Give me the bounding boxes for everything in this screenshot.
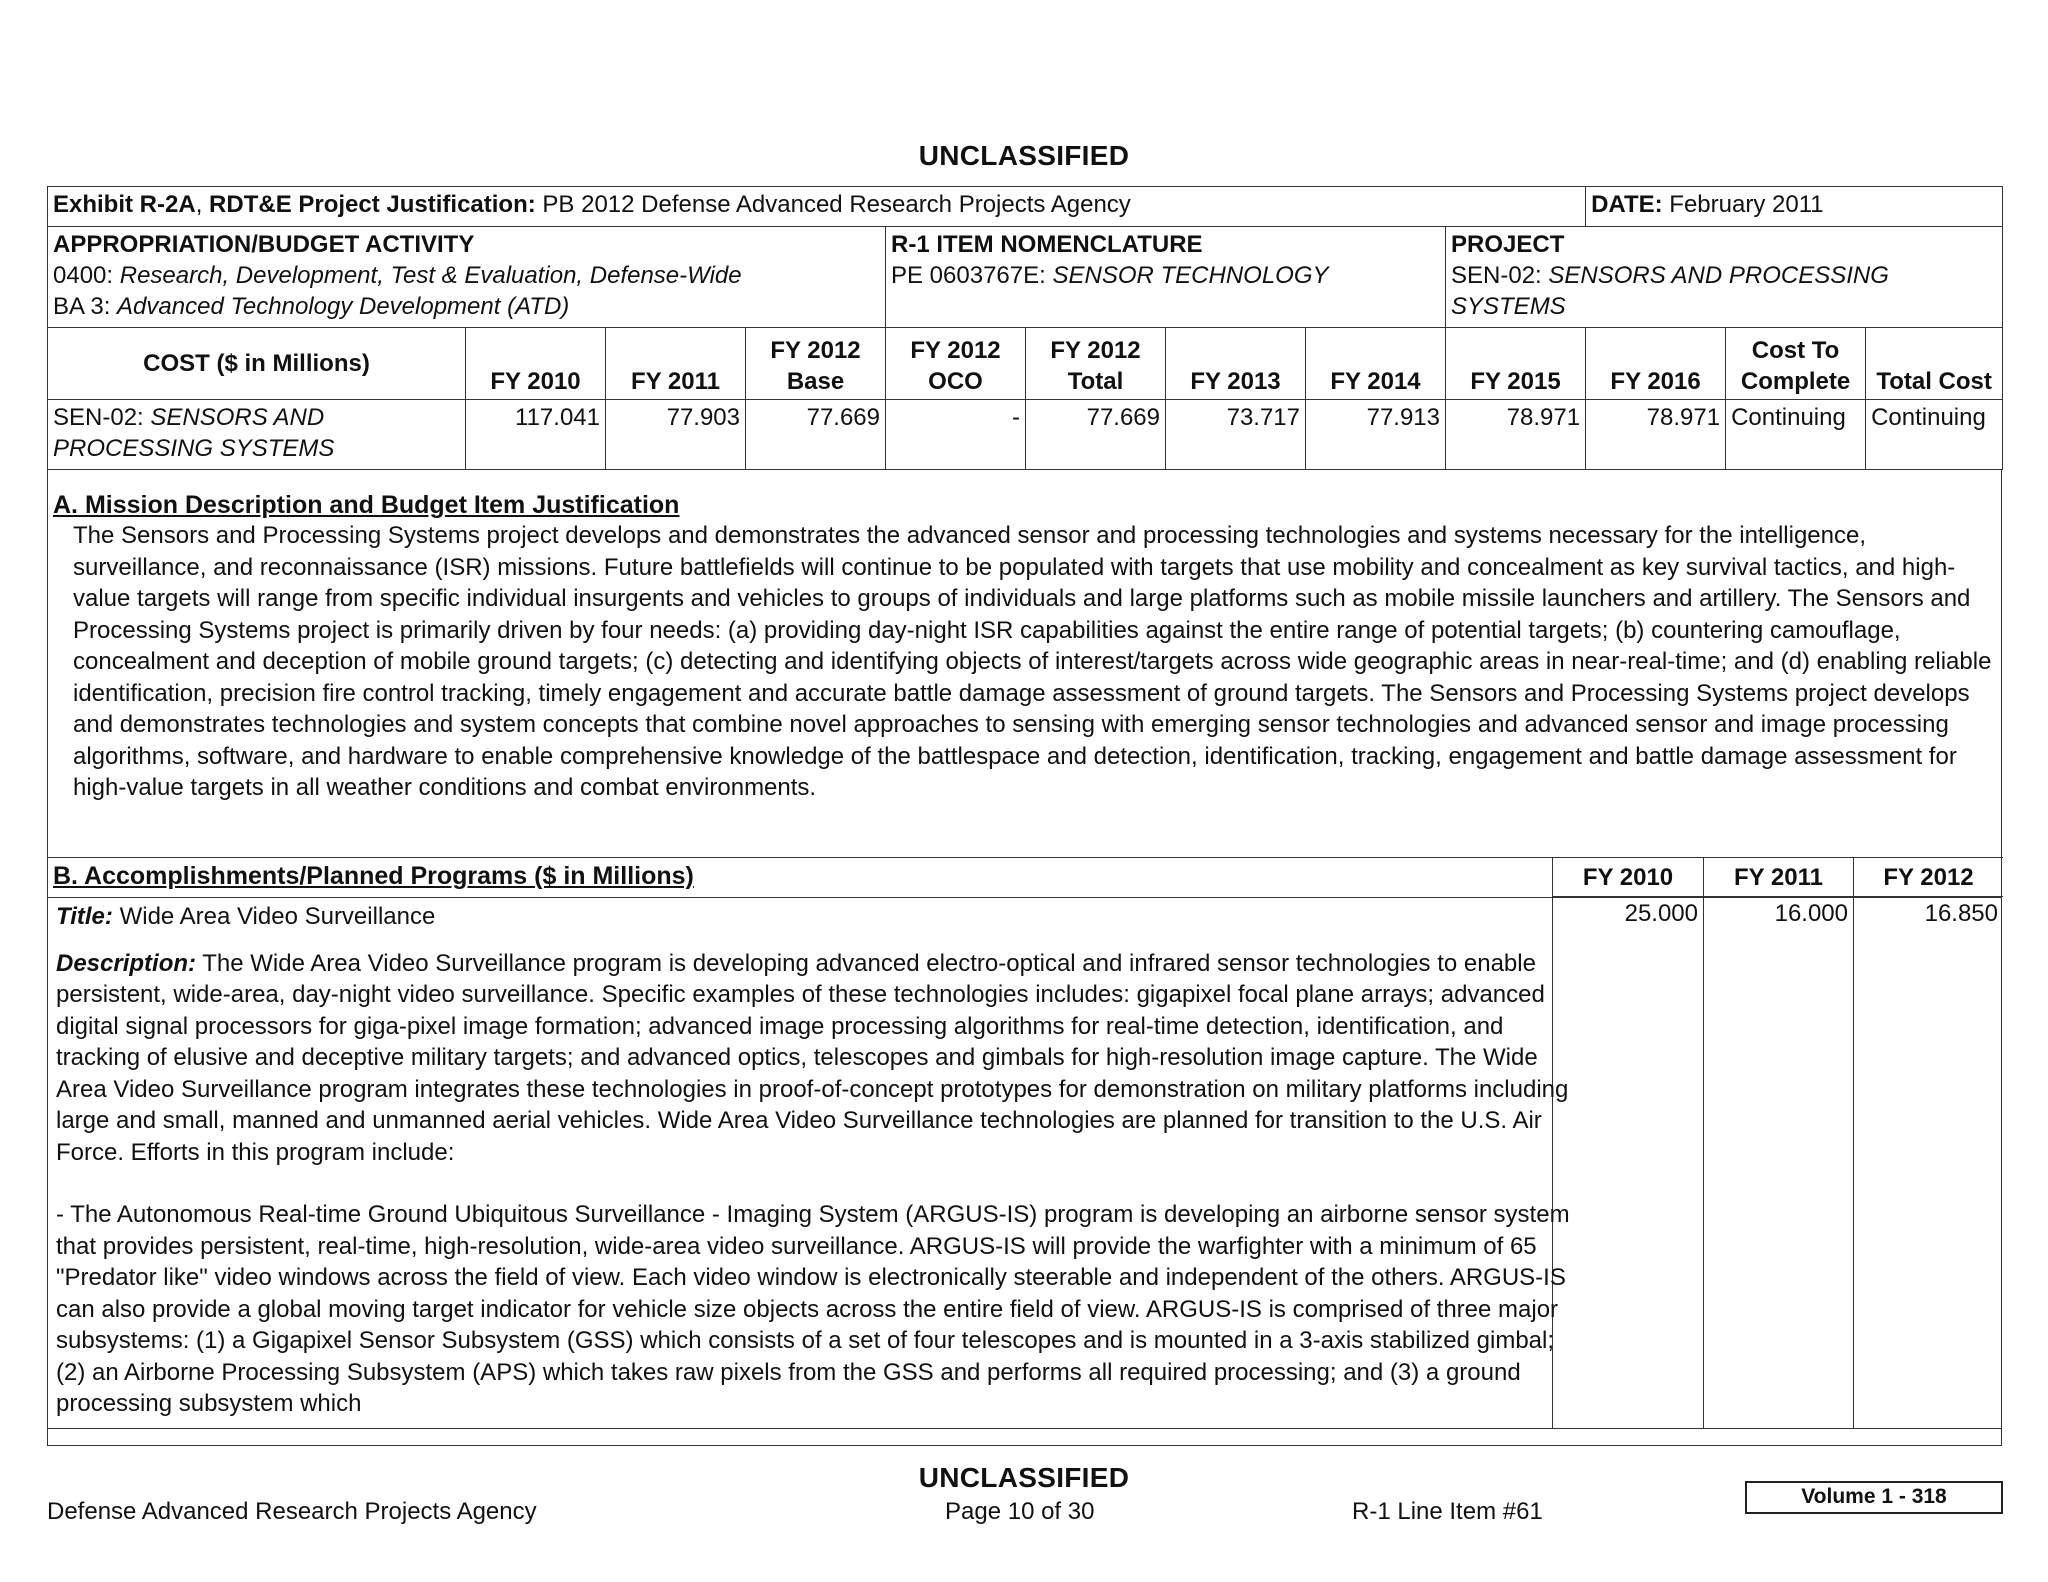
section-a — [47, 469, 2002, 859]
cost-row-label — [48, 400, 466, 470]
classification-banner-top: UNCLASSIFIED — [918, 140, 1130, 171]
section-b-row-divider — [48, 897, 2001, 898]
project-cell — [1446, 227, 2003, 328]
cost-row-code: SEN-02: — [53, 404, 144, 431]
program-description — [56, 948, 1586, 1169]
cost-cell: - — [886, 400, 1026, 470]
fy-column-line — [1703, 897, 1704, 1429]
date-cell — [1586, 187, 2003, 227]
project-text: SENSORS AND PROCESSING SYSTEMS — [1451, 262, 1889, 320]
appropriation-label: APPROPRIATION/BUDGET ACTIVITY — [53, 231, 475, 258]
fy-column-line — [1853, 897, 1854, 1429]
cost-cell: 117.041 — [466, 400, 606, 470]
fy-header: FY 2010 — [1552, 857, 1703, 897]
cost-cell: 77.913 — [1306, 400, 1446, 470]
r1-code: PE 0603767E: — [891, 262, 1046, 289]
date-label: DATE: — [1591, 191, 1663, 218]
r1-label: R-1 ITEM NOMENCLATURE — [891, 231, 1203, 258]
footer-agency: Defense Advanced Research Projects Agency — [47, 1498, 537, 1525]
program-body — [56, 901, 1586, 1435]
cost-col-header: COST ($ in Millions) — [48, 328, 466, 400]
cost-row-name: SENSORS AND PROCESSING SYSTEMS — [53, 404, 335, 462]
cost-col-header: Total Cost — [1866, 328, 2003, 400]
cost-col-header: FY 2013 — [1166, 328, 1306, 400]
project-label: PROJECT — [1451, 231, 1565, 258]
exhibit-title-label: RDT&E Project Justification: — [209, 191, 536, 218]
project-code: SEN-02: — [1451, 262, 1542, 289]
fy-header: FY 2011 — [1703, 857, 1853, 897]
exhibit-label: Exhibit R-2A — [53, 191, 196, 218]
cost-col-header: Cost To Complete — [1726, 328, 1866, 400]
appropriation-line1-code: 0400: — [53, 262, 114, 289]
fy-value: 16.000 — [1774, 900, 1848, 927]
header-table — [47, 186, 2003, 470]
fy-header: FY 2012 — [1853, 857, 2003, 897]
exhibit-title-cell: Exhibit R-2A, RDT&E Project Justification: PB 2012 Defense Advanced Research Projects Agency — [48, 187, 1586, 227]
cost-col-header: FY 2012 Total — [1026, 328, 1166, 400]
cost-cell: 77.669 — [1026, 400, 1166, 470]
cost-cell: 77.903 — [606, 400, 746, 470]
appropriation-line2-code: BA 3: — [53, 293, 111, 320]
section-a-text: The Sensors and Processing Systems project develops and demonstrates the advanced sensor and processing technologies and systems necessary for the intelligence, surveillance, and reconnaissance (ISR) missions. Future battlefields will continue to be populated with targets that use mobility and concealment as key survival tactics, and high-value targets will range from specific individual insurgents and vehicles to groups of individuals and large platforms such as mobile missile launchers and artillery. The Sensors and Processing Systems project is primarily driven by four needs: (a) providing day-night ISR capabilities against the entire range of potential targets; (b) countering camouflage, concealment and deception of mobile ground targets; (c) detecting and identifying objects of interest/targets across wide geographic areas in near-real-time; and (d) enabling reliable identification, precision fire control tracking, timely engagement and accurate battle damage assessment of ground targets. The Sensors and Processing Systems project develops and demonstrates technologies and system concepts that combine novel approaches to sensing with emerging sensor technologies and advanced sensor and image processing algorithms, software, and hardware to enable comprehensive knowledge of the battlespace and detection, identification, tracking, engagement and battle damage assessment for high-value targets in all weather conditions and combat environments. — [73, 522, 1992, 801]
classification-banner-bottom: UNCLASSIFIED — [918, 1462, 1130, 1493]
cost-col-header: FY 2014 — [1306, 328, 1446, 400]
cost-cell: 78.971 — [1586, 400, 1726, 470]
section-b-title: B. Accomplishments/Planned Programs ($ in Millions) — [53, 862, 694, 890]
appropriation-line2-text: Advanced Technology Development (ATD) — [117, 293, 570, 320]
program-bullet: - The Autonomous Real-time Ground Ubiquitous Surveillance - Imaging System (ARGUS-IS) program is developing an airborne sensor system that provides persistent, real-time, high-resolution, wide-area video surveillance. ARGUS-IS will provide the warfighter with a minimum of 65 "Predator like" video windows across the field of view. Each video window is electronically steerable and independent of the others. ARGUS-IS can also provide a global moving target indicator for vehicle size objects across the entire field of view. ARGUS-IS is comprised of three major subsystems: (1) a Gigapixel Sensor Subsystem (GSS) which consists of a set of four telescopes and is mounted in a 3-axis stabilized gimbal; (2) an Airborne Processing Subsystem (APS) which takes raw pixels from the GSS and performs all required processing; and (3) a ground processing subsystem which — [56, 1201, 1570, 1417]
cost-cell: Continuing — [1726, 400, 1866, 470]
cost-cell: 73.717 — [1166, 400, 1306, 470]
program-title — [56, 901, 1586, 933]
program-description-label: Description: — [56, 949, 197, 977]
r1-nomenclature-cell — [886, 227, 1446, 328]
footer-line-item: R-1 Line Item #61 — [1352, 1498, 1543, 1525]
exhibit-title-value: PB 2012 Defense Advanced Research Projects Agency — [542, 191, 1131, 218]
program-description-text: The Wide Area Video Surveillance program is developing advanced electro-optical and infrared sensor technologies to enable persistent, wide-area, day-night video surveillance. Specific examples of these technologies includes: gigapixel focal plane arrays; advanced digital signal processors for giga-pixel image formation; advanced image processing algorithms for real-time detection, identification, and tracking of elusive and deceptive military targets; and advanced optics, telescopes and gimbals for high-resolution image capture. The Wide Area Video Surveillance program integrates these technologies in proof-of-concept prototypes for demonstration on military platforms including large and small, manned and unmanned aerial vehicles. Wide Area Video Surveillance technologies are planned for transition to the U.S. Air Force. Efforts in this program include: — [56, 949, 1569, 1166]
section-a-title: A. Mission Description and Budget Item Justification — [53, 491, 680, 519]
appropriation-line1-text: Research, Development, Test & Evaluation, Defense-Wide — [119, 262, 742, 289]
cost-data-row — [48, 400, 2003, 470]
cost-col-header: FY 2012 Base — [746, 328, 886, 400]
cost-header-row — [48, 328, 2003, 400]
appropriation-cell — [48, 227, 886, 328]
program-title-value: Wide Area Video Surveillance — [119, 903, 436, 930]
section-b — [47, 857, 2002, 1446]
cost-cell: 78.971 — [1446, 400, 1586, 470]
cost-cell: 77.669 — [746, 400, 886, 470]
cost-col-header: FY 2016 — [1586, 328, 1726, 400]
cost-col-header: FY 2015 — [1446, 328, 1586, 400]
cost-col-header: FY 2011 — [606, 328, 746, 400]
fy-value: 25.000 — [1624, 900, 1698, 927]
fy-value: 16.850 — [1924, 900, 1998, 927]
footer-page: Page 10 of 30 — [945, 1498, 1095, 1525]
r1-text: SENSOR TECHNOLOGY — [1052, 262, 1329, 289]
cost-cell: Continuing — [1866, 400, 2003, 470]
cost-col-header: FY 2012 OCO — [886, 328, 1026, 400]
date-value: February 2011 — [1669, 191, 1824, 218]
cost-col-header: FY 2010 — [466, 328, 606, 400]
volume-box: Volume 1 - 318 — [1745, 1481, 2003, 1514]
program-title-label: Title: — [56, 903, 113, 930]
